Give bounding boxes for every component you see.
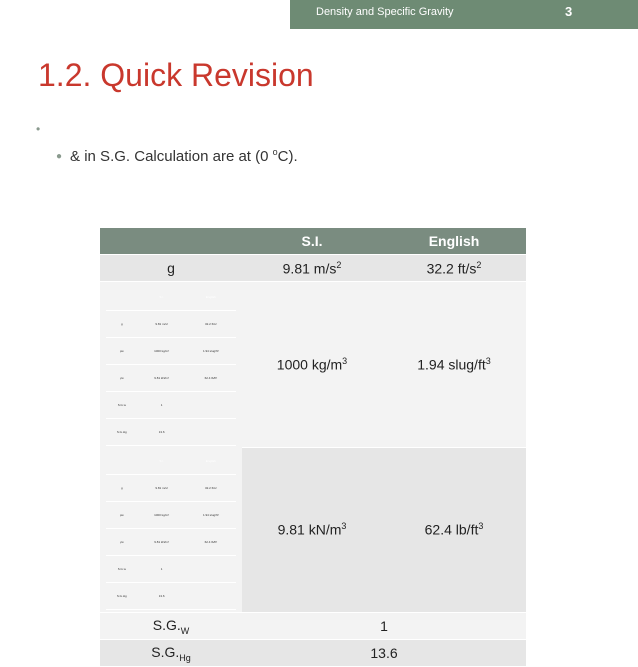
- table-row: [100, 255, 526, 282]
- mini-table-cell: S.G.w: [106, 392, 138, 419]
- degree-superscript: o: [272, 147, 278, 157]
- merged-value: 1: [242, 613, 526, 640]
- mini-table-row: [106, 311, 236, 338]
- mini-table-row: [106, 556, 236, 583]
- mini-table-cell: 62.4 lb/ft³: [186, 529, 236, 556]
- mini-table-cell: [186, 583, 236, 610]
- bullet-level1: •: [36, 122, 41, 136]
- mini-table-cell: S.I.: [138, 448, 186, 475]
- mini-table-cell: 9.81 kN/m³: [138, 365, 186, 392]
- table-header-row: [100, 228, 526, 255]
- mini-table-cell: [106, 448, 138, 475]
- mini-table-cell: English: [186, 448, 236, 475]
- mini-table-cell: 9.81 m/s²: [138, 311, 186, 338]
- table-row: [100, 640, 526, 667]
- page-number: 3: [565, 4, 573, 19]
- mini-table-cell: 62.4 lb/ft³: [186, 365, 236, 392]
- mini-table-cell: 1: [138, 392, 186, 419]
- mini-table-cell: [186, 556, 236, 583]
- row-label: $S.G._W$: [100, 613, 242, 640]
- embedded-image-cell: [100, 282, 242, 613]
- mini-table-cell: [186, 419, 236, 446]
- mini-table-image: [100, 282, 242, 612]
- header-title: Density and Specific Gravity: [316, 6, 454, 18]
- mini-table-cell: g: [106, 475, 138, 502]
- mini-table-cell: 1000 kg/m³: [138, 338, 186, 365]
- mini-table-row: [106, 475, 236, 502]
- english-value: 1.94 slug/$ft^3$: [382, 282, 526, 448]
- bullet-text-prefix: & in S.G. Calculation are at (0: [70, 148, 273, 165]
- mini-table-cell: 9.81 kN/m³: [138, 529, 186, 556]
- mini-table-cell: S.G.Hg: [106, 419, 138, 446]
- mini-table-cell: [106, 284, 138, 311]
- mini-table-cell: γw: [106, 365, 138, 392]
- row-label: g: [100, 255, 242, 282]
- mini-table-cell: S.G.w: [106, 556, 138, 583]
- si-value: 9.81 $m/s^2$: [242, 255, 382, 282]
- mini-table-cell: g: [106, 311, 138, 338]
- mini-table-cell: 32.2 ft/s²: [186, 311, 236, 338]
- properties-table: [100, 228, 526, 667]
- mini-table-row: [106, 448, 236, 475]
- mini-table-cell: 32.2 ft/s²: [186, 475, 236, 502]
- slide-title: 1.2. Quick Revision: [38, 57, 314, 93]
- mini-table-cell: [186, 392, 236, 419]
- table-header-cell: [100, 228, 242, 255]
- mini-table-row: [106, 502, 236, 529]
- mini-table-cell: 1.94 slug/ft³: [186, 502, 236, 529]
- mini-table: [106, 284, 236, 446]
- mini-table-cell: 9.81 m/s²: [138, 475, 186, 502]
- bullet-level2: [56, 147, 298, 165]
- mini-table-cell: S.I.: [138, 284, 186, 311]
- si-value: 1000 $kg/m^3$: [242, 282, 382, 448]
- merged-value: 13.6: [242, 640, 526, 667]
- mini-table-row: [106, 529, 236, 556]
- english-value: 62.4 $lb/ft^3$: [382, 447, 526, 613]
- row-label: $S.G._{Hg}$: [100, 640, 242, 667]
- table-row: [100, 613, 526, 640]
- mini-table-cell: 13.6: [138, 419, 186, 446]
- mini-table-cell: 1: [138, 556, 186, 583]
- mini-table-cell: 13.6: [138, 583, 186, 610]
- mini-table-cell: English: [186, 284, 236, 311]
- mini-table-row: [106, 338, 236, 365]
- mini-table-row: [106, 392, 236, 419]
- mini-table-cell: S.G.Hg: [106, 583, 138, 610]
- mini-table-row: [106, 419, 236, 446]
- bullet-text-suffix: C).: [277, 148, 298, 165]
- table-header-cell: English: [382, 228, 526, 255]
- mini-table-cell: ρw: [106, 338, 138, 365]
- bullet-dot-icon: ●: [56, 151, 63, 162]
- mini-table-row: [106, 365, 236, 392]
- mini-table-row: [106, 284, 236, 311]
- mini-table-cell: 1.94 slug/ft³: [186, 338, 236, 365]
- table-header-cell: S.I.: [242, 228, 382, 255]
- mini-table-row: [106, 583, 236, 610]
- table-row: [100, 282, 526, 448]
- mini-table-cell: γw: [106, 529, 138, 556]
- si-value: 9.81 $kN/m^3$: [242, 447, 382, 613]
- mini-table: [106, 448, 236, 610]
- header-bar: [0, 0, 638, 29]
- english-value: 32.2 $ft/s^2$: [382, 255, 526, 282]
- mini-table-cell: ρw: [106, 502, 138, 529]
- mini-table-cell: 1000 kg/m³: [138, 502, 186, 529]
